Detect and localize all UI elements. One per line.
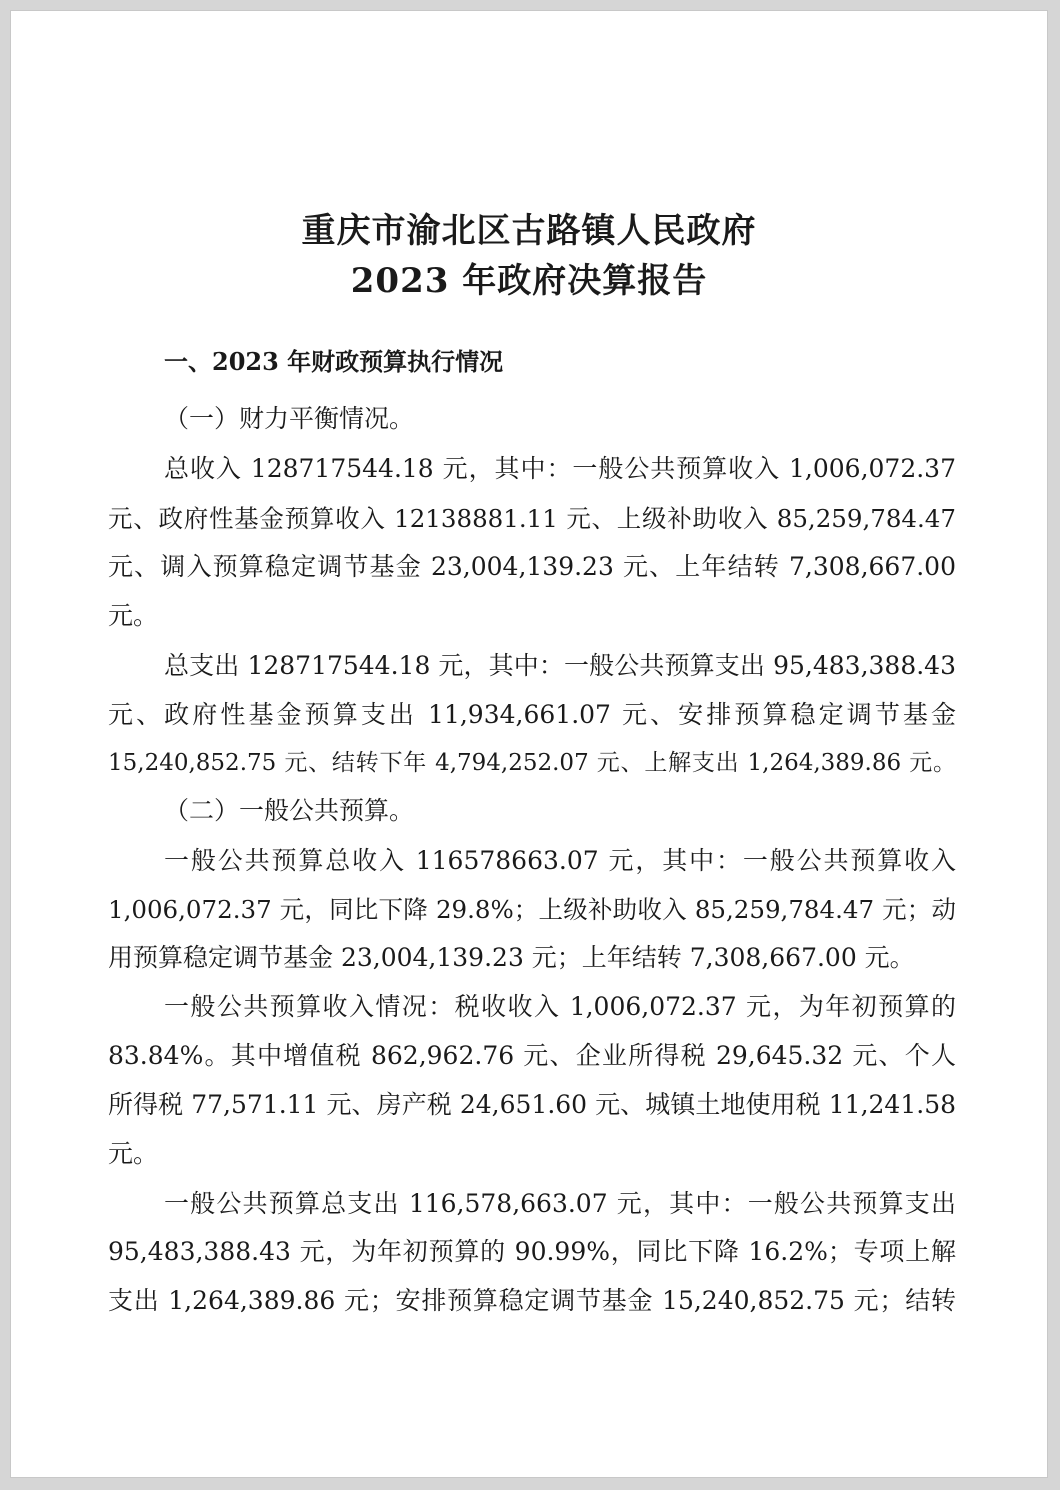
paragraph-line: 1,006,072.37 元，同比下降 29.8%；上级补助收入 85,259,784.47 元；动 (108, 895, 956, 924)
paragraph-line: 一般公共预算总收入 116578663.07 元，其中：一般公共预算收入 (164, 846, 956, 875)
paragraph-line: 元、政府性基金预算收入 12138881.11 元、上级补助收入 85,259,784.47 (108, 504, 956, 533)
paragraph-line: 元、政府性基金预算支出 11,934,661.07 元、安排预算稳定调节基金 (108, 700, 956, 729)
paragraph-line: 支出 1,264,389.86 元；安排预算稳定调节基金 15,240,852.75 元；结转 (108, 1286, 956, 1315)
subsection-heading: （一）财力平衡情况。 (164, 404, 415, 433)
paragraph-line: 83.84%。其中增值税 862,962.76 元、企业所得税 29,645.32 元、个人 (108, 1041, 956, 1070)
paragraph-line: 15,240,852.75 元、结转下年 4,794,252.07 元、上解支出 1,264,389.86 元。 (108, 750, 956, 776)
document-page (10, 10, 1048, 1478)
paragraph-line: 元。 (108, 601, 159, 630)
paragraph-line: 一般公共预算收入情况：税收收入 1,006,072.37 元，为年初预算的 (164, 992, 956, 1021)
paragraph-line: 一般公共预算总支出 116,578,663.07 元，其中：一般公共预算支出 (164, 1189, 956, 1218)
paragraph-line: 95,483,388.43 元，为年初预算的 90.99%，同比下降 16.2%；专项上解 (108, 1237, 956, 1266)
section-heading: 一、2023 年财政预算执行情况 (164, 347, 504, 376)
paragraph-line: 用预算稳定调节基金 23,004,139.23 元；上年结转 7,308,667.00 元。 (108, 943, 915, 972)
paragraph-line: 总支出 128717544.18 元，其中：一般公共预算支出 95,483,388.43 (164, 651, 956, 680)
paragraph-line: 元。 (108, 1139, 159, 1168)
paragraph-line: 元、调入预算稳定调节基金 23,004,139.23 元、上年结转 7,308,667.00 (108, 552, 956, 581)
document-title-line-1: 重庆市渝北区古路镇人民政府 (301, 211, 757, 251)
subsection-heading: （二）一般公共预算。 (164, 796, 415, 825)
paragraph-line: 所得税 77,571.11 元、房产税 24,651.60 元、城镇土地使用税 11,241.58 (108, 1090, 956, 1119)
document-title-line-2: 2023 年政府决算报告 (350, 261, 708, 301)
paragraph-line: 总收入 128717544.18 元，其中：一般公共预算收入 1,006,072.37 (164, 454, 956, 483)
